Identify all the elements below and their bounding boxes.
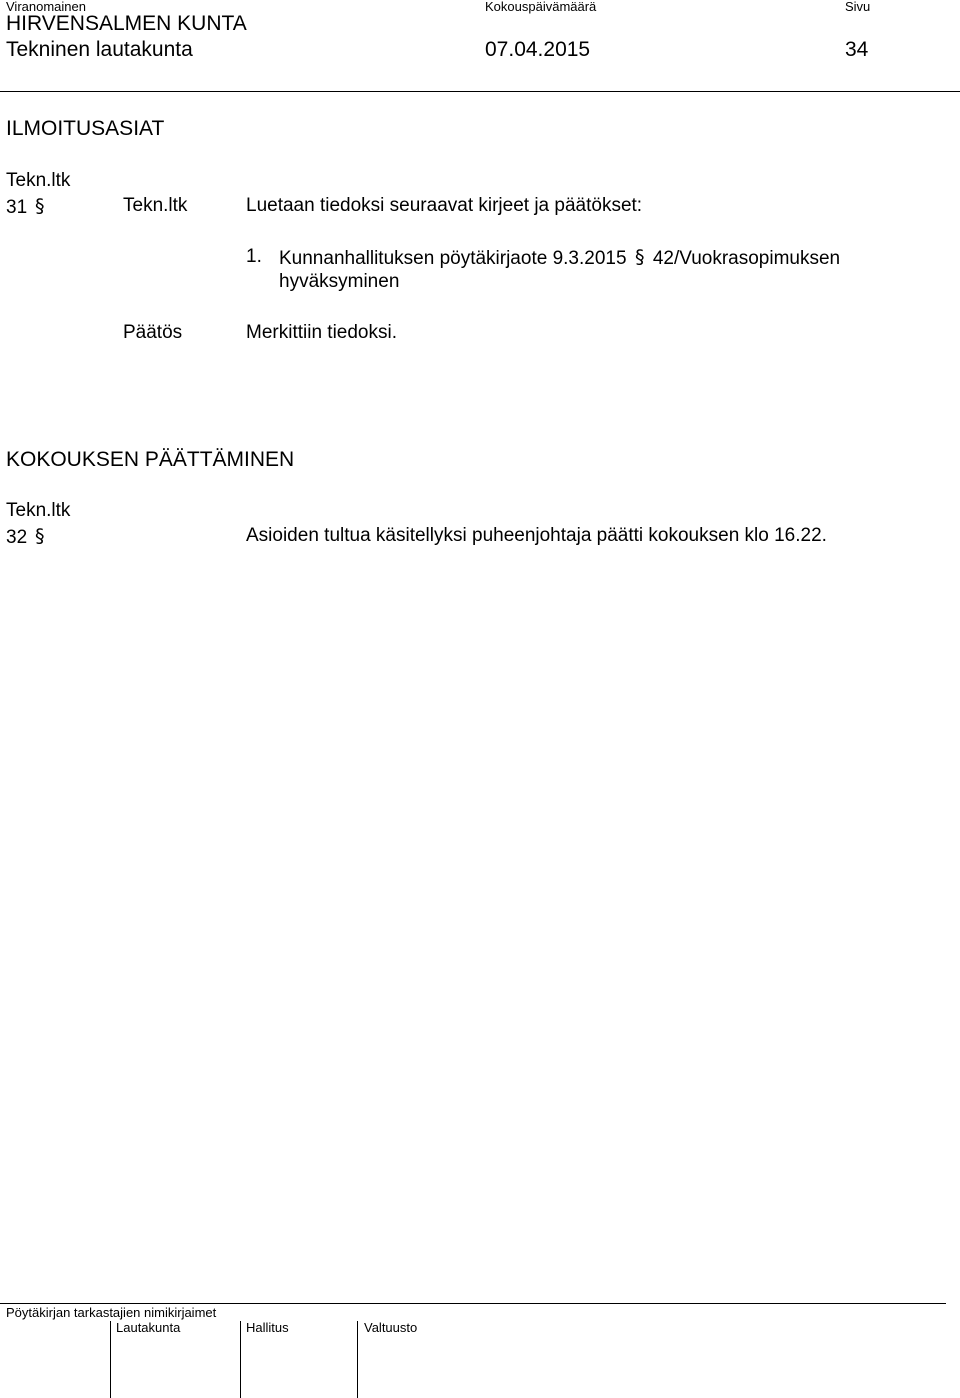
- column-board: Lautakunta: [116, 1320, 181, 1335]
- svg-text:§: §: [35, 195, 45, 217]
- page-number: 34: [845, 38, 869, 61]
- body-label: Tekn.ltk: [6, 170, 71, 191]
- section-heading: KOKOUKSEN PÄÄTTÄMINEN: [6, 448, 295, 471]
- svg-text:§: §: [35, 525, 45, 547]
- item-number-32: [6, 525, 48, 549]
- paragraph-number: 31: [6, 197, 28, 218]
- column-divider: [110, 1321, 111, 1398]
- column-government: Hallitus: [246, 1320, 289, 1335]
- closing-text: Asioiden tultua käsitellyksi puheenjohtaja päätti kokouksen klo 16.22.: [246, 525, 827, 546]
- list-item-text: [279, 246, 840, 270]
- header-label-authority: Viranomainen: [6, 0, 86, 14]
- svg-text:§: §: [634, 246, 645, 268]
- reference-body: Tekn.ltk: [123, 195, 188, 216]
- list-item-text-part1: Kunnanhallituksen pöytäkirjaote 9.3.2015: [279, 248, 627, 269]
- list-item-text-part2: 42/Vuokrasopimuksen: [652, 248, 841, 269]
- meeting-date: 07.04.2015: [485, 38, 591, 61]
- intro-text: Luetaan tiedoksi seuraavat kirjeet ja päätökset:: [246, 195, 643, 216]
- municipality-name: HIRVENSALMEN KUNTA: [6, 12, 247, 35]
- column-divider: [357, 1321, 358, 1398]
- section-sign-icon: [34, 195, 48, 217]
- decision-label: Päätös: [123, 322, 183, 343]
- committee-name: Tekninen lautakunta: [6, 38, 193, 61]
- section-sign-icon: [34, 525, 48, 547]
- header-divider: [0, 91, 960, 92]
- item-number-31: [6, 195, 48, 219]
- body-label: Tekn.ltk: [6, 500, 71, 521]
- column-council: Valtuusto: [364, 1320, 418, 1335]
- section-heading: ILMOITUSASIAT: [6, 117, 165, 140]
- decision-text: Merkittiin tiedoksi.: [246, 322, 397, 343]
- list-item-number: 1.: [246, 246, 262, 267]
- paragraph-number: 32: [6, 527, 28, 548]
- section-sign-icon: [634, 246, 648, 268]
- header-label-page: Sivu: [845, 0, 871, 14]
- header-label-date: Kokouspäivämäärä: [485, 0, 597, 14]
- signatures-label: Pöytäkirjan tarkastajien nimikirjaimet: [6, 1305, 217, 1320]
- column-divider: [240, 1321, 241, 1398]
- footer-divider: [0, 1303, 946, 1304]
- list-item-text-line2: hyväksyminen: [279, 271, 400, 292]
